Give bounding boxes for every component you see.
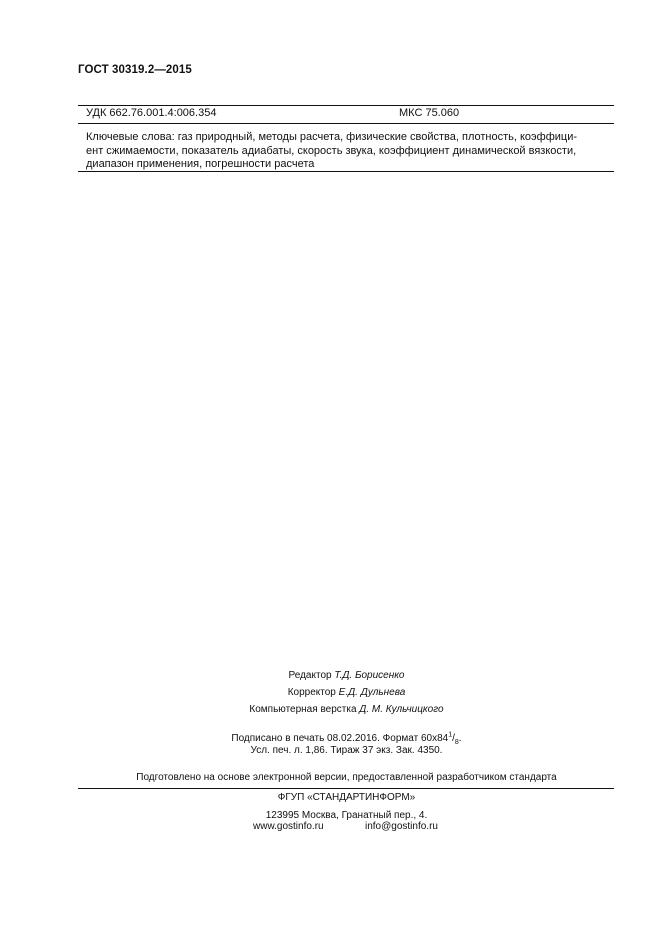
layout-label: Компьютерная верстка xyxy=(249,704,357,715)
email-link[interactable]: info@gostinfo.ru xyxy=(365,821,438,832)
keywords-top-rule xyxy=(78,123,614,124)
udk-top-rule xyxy=(78,105,614,106)
footer-rule xyxy=(78,788,614,789)
editor-line xyxy=(78,670,615,682)
publisher-address: 123995 Москва, Гранатный пер., 4. xyxy=(265,810,428,821)
keywords-line: ент сжимаемости, показатель адиабаты, скорость звука, коэффициент динамической вязкости, xyxy=(86,144,577,157)
corrector-label: Корректор xyxy=(287,687,336,698)
udk-code: УДК 662.76.001.4:006.354 xyxy=(86,107,217,119)
signed-line: Подписано в печать 08.02.2016. Формат $60х84^1/_8$. xyxy=(231,731,462,746)
keywords-block xyxy=(86,131,592,172)
publisher-name: ФГУП «СТАНДАРТИНФОРМ» xyxy=(277,792,416,803)
mks-code: МКС 75.060 xyxy=(399,107,460,119)
prepared-note: Подготовлено на основе электронной версии, предоставленной разработчиком стандарта xyxy=(136,772,557,783)
signed-suffix: . xyxy=(458,733,462,744)
editor-name: Т.Д. Борисенко xyxy=(334,670,405,681)
keywords-line: диапазон применения, погрешности расчета xyxy=(86,158,315,171)
signed-text: Подписано в печать 08.02.2016. Формат 60х84 xyxy=(231,733,449,744)
layout-line xyxy=(78,704,615,716)
standard-code: ГОСТ 30319.2—2015 xyxy=(78,64,192,76)
format-sup: 1 xyxy=(448,731,453,739)
editor-label: Редактор xyxy=(288,670,332,681)
website-link[interactable]: www.gostinfo.ru xyxy=(253,821,324,832)
layout-name: Д. М. Кульчицкого xyxy=(359,704,444,715)
format-sub: 8 xyxy=(454,739,459,746)
keywords-line: Ключевые слова: газ природный, методы расчета, физические свойства, плотность, коэффици- xyxy=(86,131,578,143)
keywords-bottom-rule xyxy=(78,171,614,172)
sheets-line: Усл. печ. л. 1,86. Тираж 37 экз. Зак. 4350. xyxy=(250,745,443,756)
corrector-name: Е.Д. Дульнева xyxy=(338,687,406,698)
corrector-line xyxy=(78,687,615,699)
